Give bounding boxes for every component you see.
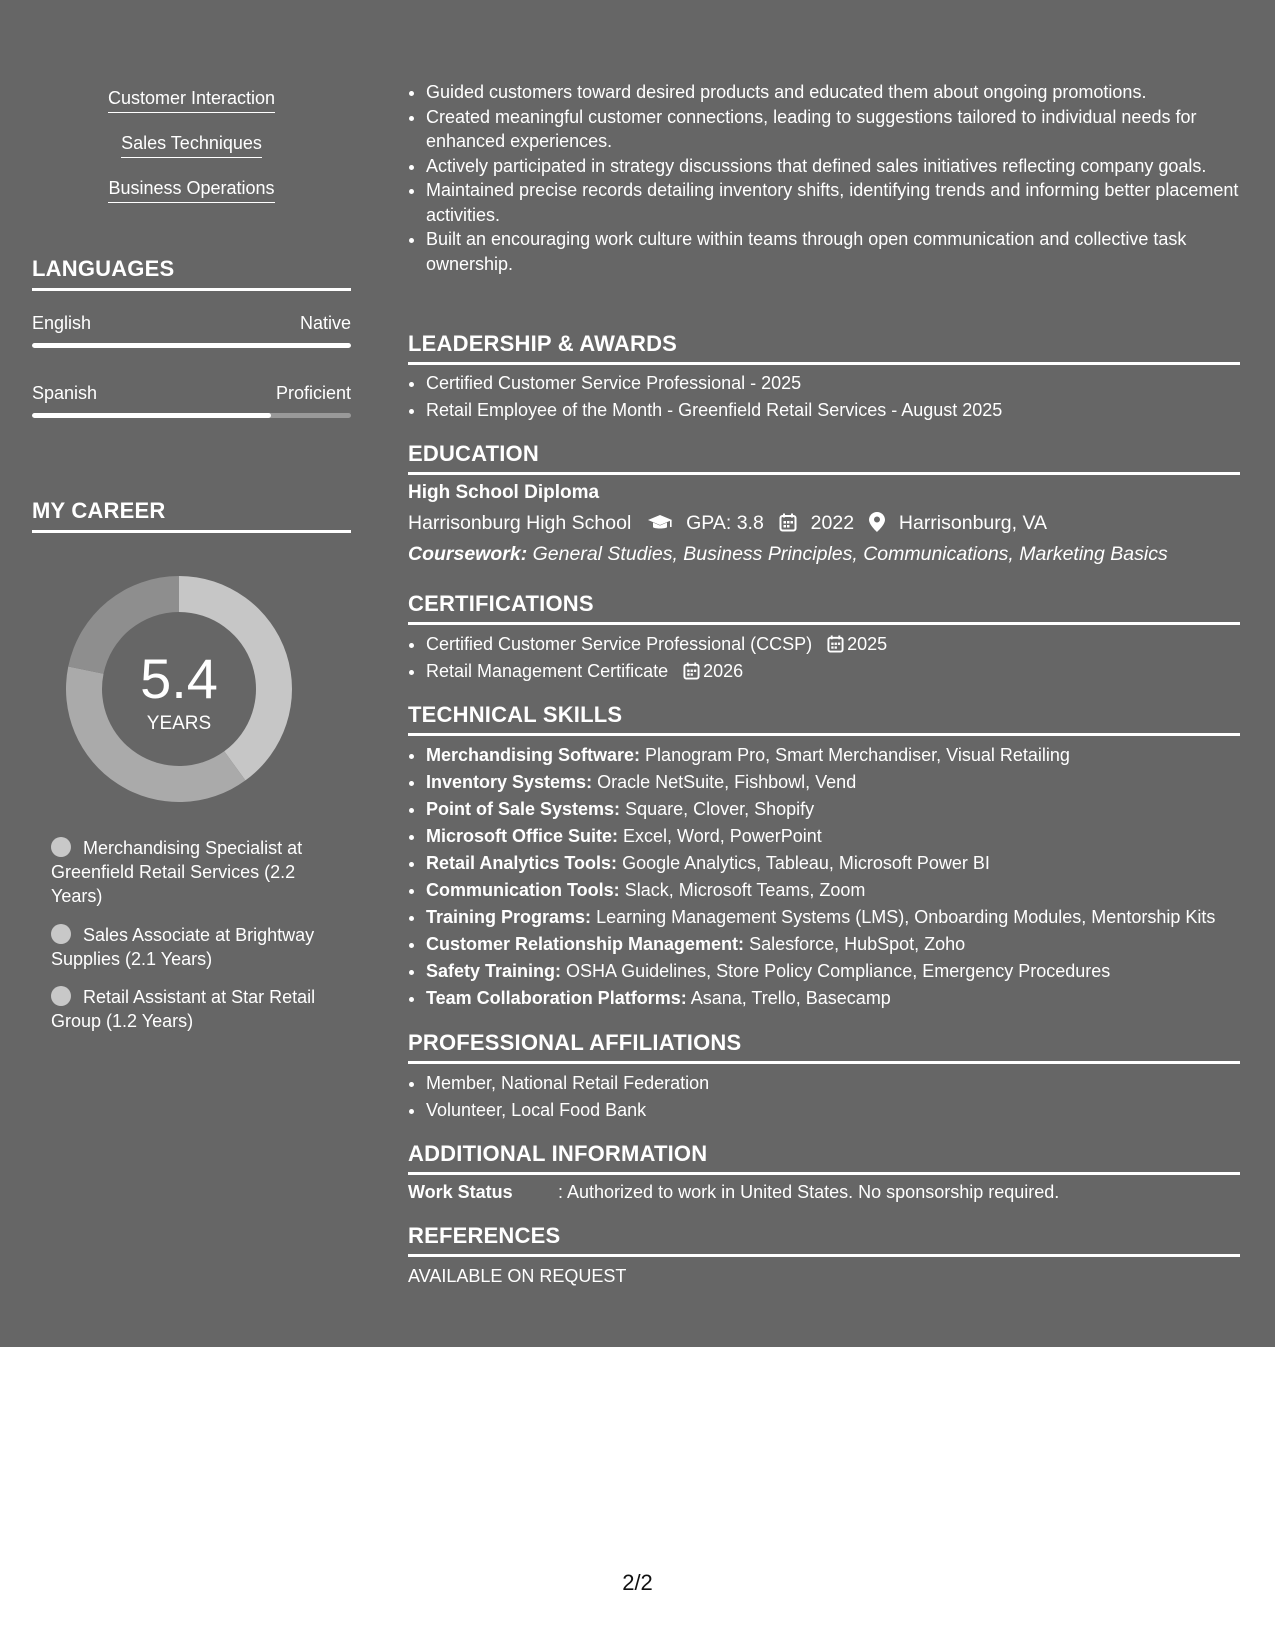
technical-skills-list	[408, 742, 1240, 1012]
calendar-icon	[827, 635, 844, 653]
education-details	[408, 512, 1240, 535]
affiliations-list	[408, 1070, 1240, 1124]
career-item: Merchandising Specialist at Greenfield Retail Services (2.2 Years)	[51, 838, 303, 906]
career-item: Sales Associate at Brightway Supplies (2.1 Years)	[51, 925, 315, 969]
list-item: • Built an encouraging work culture within teams through open communication and collective task ownership.	[426, 227, 1240, 276]
language-level: Native	[299, 313, 351, 333]
certifications-heading: CERTIFICATIONS	[408, 591, 1240, 625]
school-location: Harrisonburg, VA	[898, 512, 1048, 534]
language-bar-fill	[32, 343, 351, 348]
legend-dot-icon	[51, 924, 71, 944]
list-item: • Safety Training: OSHA Guidelines, Store Policy Compliance, Emergency Procedures	[426, 958, 1240, 985]
list-item: • Point of Sale Systems: Square, Clover, Shopify	[426, 796, 1240, 823]
education-entry	[408, 482, 1240, 566]
languages-heading: LANGUAGES	[32, 256, 351, 291]
skill-customer-interaction[interactable]: Customer Interaction	[32, 88, 351, 113]
list-item: • Volunteer, Local Food Bank	[426, 1097, 1240, 1124]
career-unit: YEARS	[146, 713, 212, 734]
affiliations-heading: PROFESSIONAL AFFILIATIONS	[408, 1030, 1240, 1064]
language-name: English	[32, 313, 92, 333]
language-bar-english	[32, 343, 351, 348]
list-item: • Certified Customer Service Professional - 2025	[426, 370, 1240, 397]
career-total: 5.4	[140, 647, 218, 710]
technical-skills-heading: TECHNICAL SKILLS	[408, 702, 1240, 736]
degree-title: High School Diploma	[408, 482, 600, 503]
work-status	[408, 1182, 1240, 1203]
career-item: Retail Assistant at Star Retail Group (1.2 Years)	[51, 987, 316, 1031]
coursework-label: Coursework:	[408, 543, 528, 565]
work-status-value: : Authorized to work in United States. No sponsorship required.	[558, 1182, 1060, 1202]
list-item: • Team Collaboration Platforms: Asana, Trello, Basecamp	[426, 985, 1240, 1012]
leadership-list	[408, 370, 1240, 424]
list-item: • Created meaningful customer connections, leading to suggestions tailored to individual needs for enhanced experiences.	[426, 105, 1240, 154]
list-item: • Actively participated in strategy discussions that defined sales initiatives reflecting company goals.	[426, 154, 1240, 179]
language-english	[32, 313, 351, 334]
list-item: • Microsoft Office Suite: Excel, Word, PowerPoint	[426, 823, 1240, 850]
list-item: • Merchandising Software: Planogram Pro, Smart Merchandiser, Visual Retailing	[426, 742, 1240, 769]
experience-bullets	[408, 80, 1240, 276]
list-item: • Communication Tools: Slack, Microsoft Teams, Zoom	[426, 877, 1240, 904]
calendar-icon	[683, 662, 700, 680]
leadership-heading: LEADERSHIP & AWARDS	[408, 331, 1240, 365]
page-number: 2/2	[622, 1570, 653, 1595]
additional-info-heading: ADDITIONAL INFORMATION	[408, 1141, 1240, 1175]
list-item: • Maintained precise records detailing inventory shifts, identifying trends and informing better placement activities.	[426, 178, 1240, 227]
language-name: Spanish	[32, 383, 98, 403]
list-item: • Guided customers toward desired products and educated them about ongoing promotions.	[426, 80, 1240, 105]
list-item: • Retail Management Certificate 2026	[426, 658, 1240, 685]
list-item: • Retail Analytics Tools: Google Analytics, Tableau, Microsoft Power BI	[426, 850, 1240, 877]
coursework-list: General Studies, Business Principles, Communications, Marketing Basics	[532, 543, 1168, 565]
career-heading: MY CAREER	[32, 498, 351, 533]
list-item: • Training Programs: Learning Management Systems (LMS), Onboarding Modules, Mentorship Kits	[426, 904, 1240, 931]
legend-dot-icon	[51, 837, 71, 857]
language-bar-spanish	[32, 413, 351, 418]
references-text: AVAILABLE ON REQUEST	[408, 1266, 627, 1286]
work-status-label: Work Status	[408, 1182, 513, 1202]
language-spanish	[32, 383, 351, 404]
skill-business-operations[interactable]: Business Operations	[32, 178, 351, 203]
list-item: • Inventory Systems: Oracle NetSuite, Fishbowl, Vend	[426, 769, 1240, 796]
calendar-icon	[779, 513, 797, 532]
list-item: • Certified Customer Service Professional (CCSP) 2025	[426, 631, 1240, 658]
language-bar-fill	[32, 413, 271, 418]
skill-sales-techniques[interactable]: Sales Techniques	[32, 133, 351, 158]
school-name: Harrisonburg High School	[408, 512, 632, 534]
location-pin-icon	[869, 512, 885, 532]
education-heading: EDUCATION	[408, 441, 1240, 475]
language-level: Proficient	[275, 383, 351, 403]
graduation-year: 2022	[810, 512, 855, 534]
certifications-list	[408, 631, 1240, 685]
list-item: • Customer Relationship Management: Salesforce, HubSpot, Zoho	[426, 931, 1240, 958]
career-donut-chart	[66, 576, 292, 802]
legend-dot-icon	[51, 986, 71, 1006]
coursework	[408, 543, 1240, 566]
gpa: GPA: 3.8	[686, 512, 764, 534]
graduation-cap-icon	[647, 514, 673, 532]
references-heading: REFERENCES	[408, 1223, 1240, 1257]
list-item: • Retail Employee of the Month - Greenfield Retail Services - August 2025	[426, 397, 1240, 424]
list-item: • Member, National Retail Federation	[426, 1070, 1240, 1097]
